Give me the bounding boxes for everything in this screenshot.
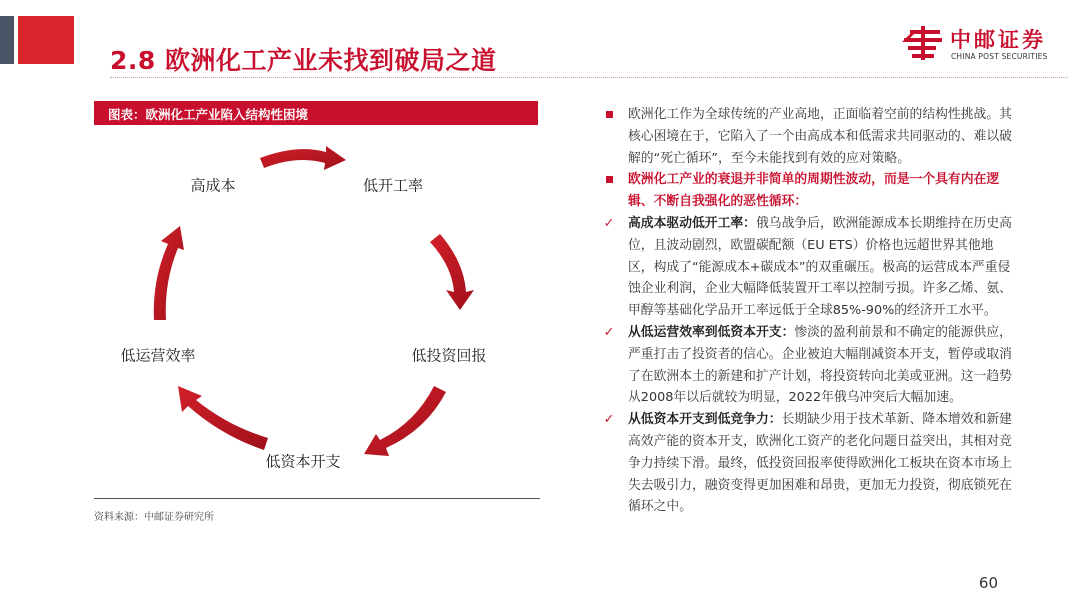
- title-divider: [110, 77, 1068, 78]
- page-number: 60: [978, 574, 998, 592]
- check-icon: ✓: [603, 215, 615, 231]
- check-icon: ✓: [603, 412, 615, 428]
- cycle-node-low-capex: 低资本开支: [265, 452, 341, 471]
- square-bullet-icon: [602, 104, 616, 126]
- cycle-arrow-bottom-left: [178, 386, 268, 450]
- cycle-item-3-heading: 从低资本开支到低竞争力：: [628, 412, 782, 428]
- source-divider: [94, 498, 540, 499]
- cycle-arrow-left: [154, 226, 184, 320]
- cycle-node-low-efficiency: 低运营效率: [120, 346, 196, 365]
- check-icon: ✓: [603, 324, 615, 340]
- figure-title: 图表：欧洲化工产业陷入结构性困境: [94, 101, 538, 125]
- cycle-item-3-text: 长期缺少用于技术革新、降本增效和新建高效产能的资本开支，欧洲化工资产的老化问题日益突出，其相对竞争力持续下滑。最终，低投资回报率使得欧洲化工板块在资本市场上失去吸引力，融资变得更加困难和昂贵，更加无力投资，彻底锁死在循环之中。: [628, 412, 1012, 515]
- company-logo: [902, 22, 1072, 66]
- cycle-node-low-utilization: 低开工率: [362, 176, 424, 195]
- cycle-item-3: [600, 409, 1018, 518]
- china-post-logo-icon: [902, 24, 944, 62]
- figure-source: 资料来源：中邮证券研究所: [94, 512, 214, 523]
- cycle-node-high-cost: 高成本: [190, 176, 236, 195]
- cycle-item-1: [600, 213, 1018, 322]
- key-point-text: 欧洲化工产业的衰退并非简单的周期性波动，而是一个具有内在逻辑、不断自我强化的恶性循环：: [628, 172, 1000, 210]
- cycle-item-2-heading: 从低运营效率到低资本开支：: [628, 324, 795, 340]
- cycle-arrow-right-upper: [430, 234, 474, 310]
- cycle-item-2: [600, 322, 1018, 409]
- logo-english-name: CHINA POST SECURITIES: [951, 52, 1048, 61]
- cycle-item-1-heading: 高成本驱动低开工率：: [628, 215, 756, 231]
- cycle-arrow-right-lower: [364, 386, 446, 456]
- corner-decoration-dark: [0, 16, 14, 64]
- page-title: 2.8 欧洲化工产业未找到破局之道: [110, 46, 497, 75]
- vicious-cycle-diagram: [94, 130, 540, 490]
- square-bullet-icon: [602, 169, 616, 191]
- cycle-item-1-text: 俄乌战争后，欧洲能源成本长期维持在历史高位，且波动剧烈，欧盟碳配额（EU ETS）价格也远超世界其他地区，构成了“能源成本+碳成本”的双重碾压。极高的运营成本严重侵蚀企业利润，企业大幅降低装置开工率以控制亏损。许多乙烯、氨、甲醇等基础化学品开工率远低于全球85%-90%的经济开工水平。: [628, 215, 1012, 319]
- cycle-node-low-investment-return: 低投资回报: [411, 346, 487, 365]
- cycle-arrow-top: [260, 146, 346, 170]
- intro-text: 欧洲化工作为全球传统的产业高地，正面临着空前的结构性挑战。其核心困境在于，它陷入了一个由高成本和低需求共同驱动的、难以破解的“死亡循环”，至今未能找到有效的应对策略。: [628, 107, 1012, 166]
- corner-decoration-red: [18, 16, 74, 64]
- key-point-paragraph: [600, 169, 1018, 213]
- cycle-item-2-text: 惨淡的盈利前景和不确定的能源供应，严重打击了投资者的信心。企业被迫大幅削减资本开支，暂停或取消了在欧洲本土的新建和扩产计划，将投资转向北美或亚洲。这一趋势从2008年以后就较为明显，2022年俄乌冲突后大幅加速。: [628, 324, 1012, 406]
- analysis-text-block: [600, 104, 1018, 518]
- logo-chinese-name: 中邮证券: [950, 28, 1046, 52]
- intro-paragraph: [600, 104, 1018, 169]
